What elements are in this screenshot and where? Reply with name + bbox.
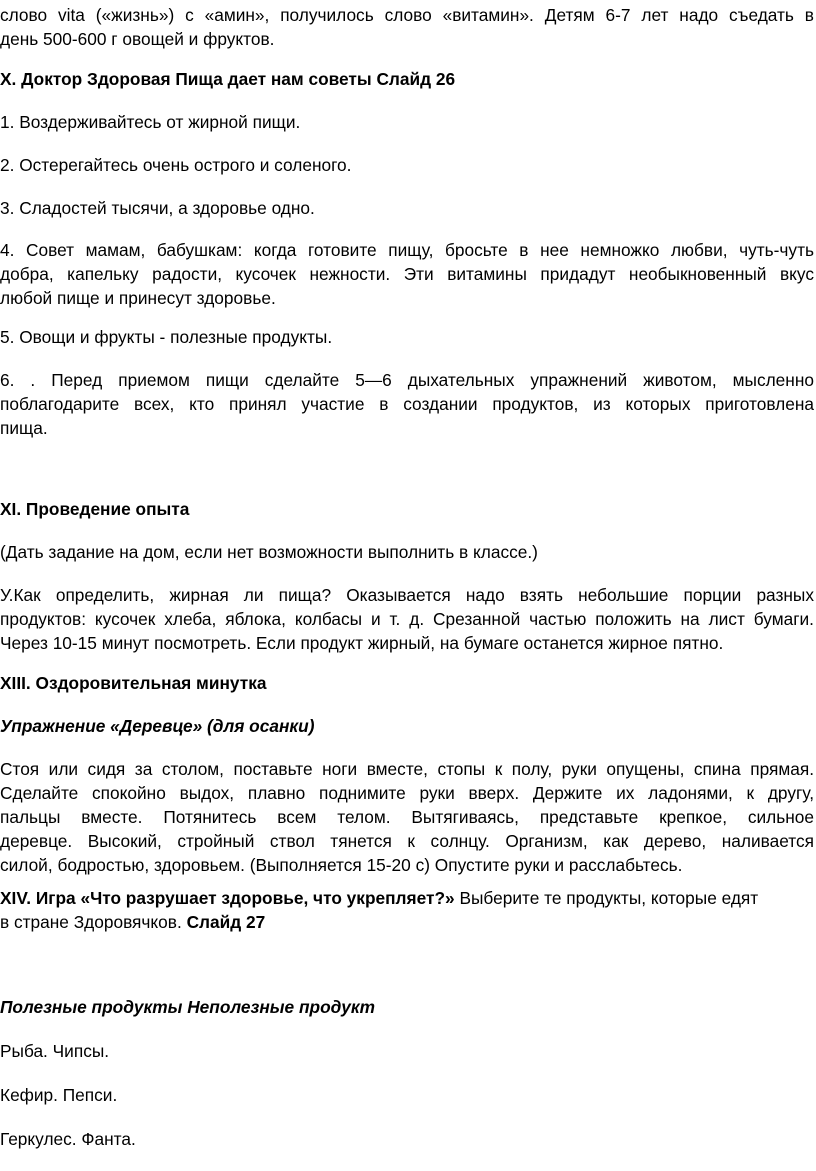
text-line: слово vita («жизнь») с «амин», получилось слово «витамин». Детям 6-7 лет надо съедать в (0, 5, 814, 25)
homework-note: (Дать задание на дом, если нет возможности выполнить в классе.) (0, 542, 538, 562)
tip-5: 5. Овощи и фрукты - полезные продукты. (0, 327, 333, 347)
section-xiii-heading: XIII. Оздоровительная минутка (0, 673, 267, 693)
text-line: поблагодарите всех, кто принял участие в создании продуктов, из которых приготовлена (0, 394, 814, 414)
tip-1: 1. Воздерживайтесь от жирной пищи. (0, 112, 301, 132)
product-row: Рыба. Чипсы. (0, 1041, 110, 1061)
text-line: 4. Совет мамам, бабушкам: когда готовите пищу, бросьте в нее немножко любви, чуть-чуть (0, 240, 814, 260)
slide-reference: Слайд 27 (186, 912, 266, 932)
text-line: добра, капельку радости, кусочек нежности. Эти витамины придадут необыкновенный вкус (0, 264, 814, 284)
experiment-paragraph (0, 583, 814, 655)
tip-6 (0, 368, 814, 440)
text-line: Сделайте спокойно выдох, плавно поднимите руки вверх. Держите их ладонями, к другу, (0, 783, 814, 803)
tip-3: 3. Сладостей тысячи, а здоровье одно. (0, 198, 315, 218)
game-instruction: Выберите те продукты, которые едят (454, 888, 759, 908)
text-line: деревце. Высокий, стройный ствол тянется к солнцу. Организм, как дерево, наливается (0, 831, 814, 851)
text-line: любой пище и принесут здоровье. (0, 288, 276, 308)
text-line: продуктов: кусочек хлеба, яблока, колбасы и т. д. Срезанной частью положить на лист бумаги. (0, 609, 814, 629)
products-header: Полезные продукты Неполезные продукт (0, 997, 376, 1017)
section-xiv-paragraph (0, 886, 814, 934)
tip-2: 2. Остерегайтесь очень острого и соленого. (0, 155, 352, 175)
text-line: день 500-600 г овощей и фруктов. (0, 29, 275, 49)
text-line (0, 886, 814, 910)
intro-paragraph (0, 3, 814, 51)
text-line: Стоя или сидя за столом, поставьте ноги вместе, стопы к полу, руки опущены, спина прямая. (0, 759, 814, 779)
product-row: Кефир. Пепси. (0, 1085, 118, 1105)
section-xiv-heading: XIV. Игра «Что разрушает здоровье, что укрепляет?» (0, 888, 455, 908)
text-line: У.Как определить, жирная ли пища? Оказывается надо взять небольшие порции разных (0, 585, 814, 605)
section-xi-heading: XI. Проведение опыта (0, 499, 190, 519)
exercise-title: Упражнение «Деревце» (для осанки) (0, 716, 315, 736)
text-line: Через 10-15 минут посмотреть. Если продукт жирный, на бумаге останется жирное пятно. (0, 633, 724, 653)
product-row: Геркулес. Фанта. (0, 1129, 136, 1149)
text-line: 6. . Перед приемом пищи сделайте 5—6 дыхательных упражнений животом, мысленно (0, 370, 814, 390)
text-line: силой, бодростью, здоровьем. (Выполняется 15-20 с) Опустите руки и расслабьтесь. (0, 855, 683, 875)
exercise-paragraph (0, 757, 814, 877)
text-line: пальцы вместе. Потянитесь всем телом. Вытягиваясь, представьте крепкое, сильное (0, 807, 814, 827)
tip-4 (0, 238, 814, 310)
section-x-heading: X. Доктор Здоровая Пища дает нам советы Слайд 26 (0, 69, 456, 89)
game-instruction-cont: в стране Здоровячков. (0, 912, 187, 932)
text-line: пища. (0, 418, 48, 438)
text-line (0, 910, 814, 934)
